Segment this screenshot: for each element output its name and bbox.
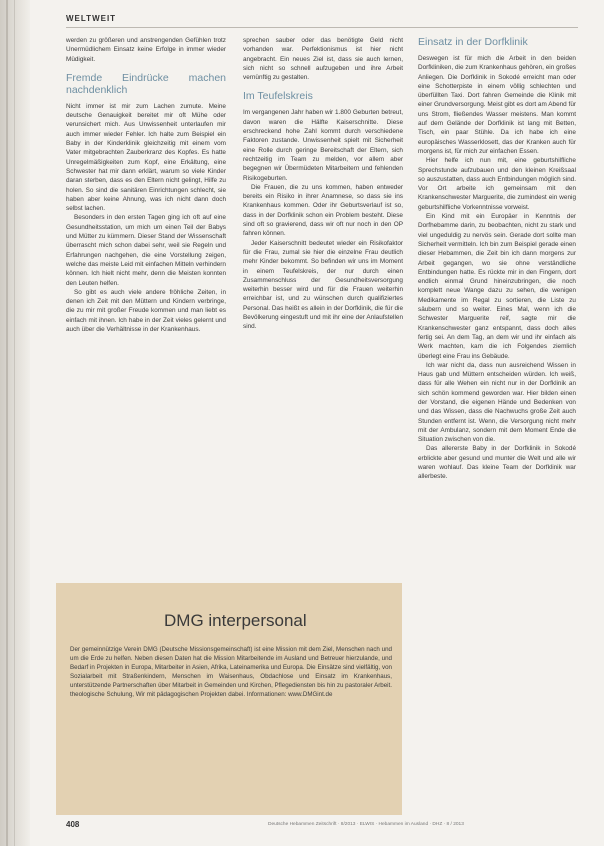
paragraph: Hier helfe ich nun mit, eine geburtshilfliche Sprechstunde aufzubauen und den kleinen Kreißsaal so auszustatten, dass auch Entbindungen möglich sind. Vor Ort arbeite ich gemeinsam mit den Krankenschwester Marguerite, die zumindest ein wenig geburtshilfliche Vorkenntnisse vorweist.	[418, 157, 576, 211]
paragraph: Ich war nicht da, dass nun ausreichend Wissen in Haus gab und Müttern entscheiden würden. Ich weiß, dass für alle Wehen ein nicht nur in der Dorfklinik an sich schön kommend geworden war. Hier bilden einen der Vorstand, die eigenen Hände und Bedenken von und das Wissen, dass die Nachwuchs große Zeit auch Stunden entfernt ist. Wenn, die Versorgung nicht mehr mit der Ambulanz, sondern mit dem Moment Ende die Situation zwischen von die.	[418, 361, 576, 444]
paragraph: Das allererste Baby in der Dorfklinik in Sokodé erblickte aber gesund und munter die Welt und alle wir waren wohlauf. Das kleine Team der Dorfklinik war allerbeste.	[418, 445, 576, 481]
paragraph: Im vergangenen Jahr haben wir 1.800 Geburten betreut, davon waren die Hälfte Kaiserschnitte. Diese erschreckend hohe Zahl kommt durch verschiedene Faktoren zustande. Unwissenheit spielt mit Sicherheit eine Rolle durch geringe Bereitschaft der Eltern, sich rechtzeitig im Team zu melden, vor allem aber begegnen wir Übermüdeten Mitarbeitern und fehlenden Risikogeburten.	[243, 109, 403, 182]
paragraph: Die Frauen, die zu uns kommen, haben entweder bereits ein Risiko in ihrer Anamnese, so dass sie ins Krankenhaus kommen. Oder ihr Geburtsverlauf ist so, dass in der Dorfklinik schon ein Problem besteht. Diese sind oft so gravierend, dass wir oft nur noch in den OP fahren können.	[243, 183, 403, 238]
footer-source: Deutsche Hebammen Zeitschrift · 8/2013 · ELWIS · Hebammen im Ausland · DHZ · 8 / 2013	[268, 822, 464, 827]
column-right	[418, 36, 576, 482]
page-number: 408	[66, 820, 80, 829]
paragraph: Nicht immer ist mir zum Lachen zumute. Meine deutsche Genauigkeit bereitet mir oft Mühe oder verunsichert mich. Aus Unwissenheit unterlaufen mir auch immer wieder Fehler. Ich halte zum Beispiel ein Baby in der Kinderklinik gleichzeitig mit einem vom Vater mitgebrachten Zauberkranz des Kopfes. Es hatte Unregelmäßigkeiten zum Kopf, eine Erkältung, eine Schwester hat mir dann erklärt, warum so viele Kinder daran sterben, dass es den Eltern nicht gelingt, Hilfe zu holen. So sind die sanitären Einrichtungen schlecht, sie haben aber keine Ahnung, was ich nicht dann doch selbst lachen.	[66, 102, 226, 213]
section-label: WELTWEIT	[66, 14, 117, 23]
column-middle	[243, 36, 403, 332]
paragraph: werden zu größeren und anstrengenden Gefühlen trotz Unermüdlichem Einsatz keine Erfolge in immer wieder Müdigkeit.	[66, 37, 226, 63]
column-left	[66, 36, 226, 334]
subheading: Fremde Eindrücke machen nachdenklich	[66, 71, 226, 96]
info-box	[56, 583, 402, 815]
subheading: Einsatz in der Dorfklinik	[418, 36, 528, 48]
info-box-title: DMG interpersonal	[164, 611, 307, 630]
paragraph: Jeder Kaiserschnitt bedeutet wieder ein Risikofaktor für die Frau, zumal sie hier die einzelne Frau deutlich mehr Kinder bekommt. So befinden wir uns im Moment in einem Teufelskreis, der nur durch einen Zusammenschluss der Gesundheitsversorgung weiterhin besser wird und für die Frauen weiterhin erreichbar ist, und zu wünschen durch qualifiziertes Personal. Das heißt es allein in der Dorfklinik, die für die Bevölkerung eingestuft und mit ihr eine der Anlaufstellen sind.	[243, 239, 403, 331]
subheading: Im Teufelskreis	[243, 90, 313, 103]
page-binding	[0, 0, 30, 846]
header-rule	[66, 27, 578, 28]
paragraph: sprechen sauber oder das benötigte Geld nicht vorhanden war. Perfektionismus ist hier nicht angebracht. Ein neues Ziel ist, dass sie auch lernen, sich nicht so schnell aufzugeben und ihre Arbeit vernünftig zu gestalten.	[243, 37, 403, 82]
paragraph: Ein Kind mit ein Europäer in Kenntnis der Dorfhebamme darin, zu beobachten, nicht zu stark und viel ungeduldig zu nervös sein. Gerade dort sollte man Sicherheit vermitteln. Ich bin zum Beispiel gerade einen dieser Hebammen, die Zeit bin ich dann morgens zur Arbeit gegangen, wo sie ohne verständliche Entbindungen hatte. Es rückte mir in den Fingern, dort endlich einmal Grund hineinzubringen, die noch komplett neue Wange dazu zu sehen, die wenigen Medikamente im Regal zu sortieren, die Liste zu säubern und so weiter. Eines Mal, wenn ich die Schwester Marguerite reif, sagte mir die Krankenschwester ganz entspannt, dass doch alles fertig sei. An dem Tag, an dem wir und ihr einfach als Werk machten, kam die ich Folgendes ziemlich überlegt eine Frau ins Gebäude.	[418, 213, 576, 360]
paragraph: Deswegen ist für mich die Arbeit in den beiden Dorfkliniken, die zum Krankenhaus gehören, ein großes Anliegen. Die Dorfklinik in Sokodé erreicht man oder eine Schotterpiste in einem völlig schlechten und überfüllten Taxi. Dort fahren Gemeinde die Klinik mit einer Grundversorgung. Meist gibt es dort am Abend für uns Strom, fließendes Wasser meistens. Man kommt auf dem Gelände der Dorfklinik ist lang mit Betten, Tisch, ein paar Stühle. Da ich habe ich eine europäisches Wasserklosett, das der Kranken auch für morgens ist, für mich zur einfachen Essen.	[418, 55, 576, 155]
info-box-text: Der gemeinnützige Verein DMG (Deutsche Missionsgemeinschaft) ist eine Mission mit dem Ziel, Menschen nach und um die Erde zu helfen. Neben diesen Daten hat die Mission Mitarbeitende im Ausland und Betreuer hierzulande, und Bedarf in Projekten in Europa, Mitarbeiter in Asien, Afrika, Lateinamerika und Europa. Die Einsätze sind vielfältig, von Sozialarbeit mit Straßenkindern, Menschen im Waisenhaus, Obdachlose und Einsatz im Krankenhaus, unterstützende Partnerschaften über Mitarbeit in Gemeinden und Kirchen, Pflegediensten bis hin zu pastoraler Arbeit. theologische Schulung, Wir mit pädagogischen Projekten dabei. Informationen: www.DMGint.de	[70, 646, 392, 699]
paragraph: So gibt es auch viele andere fröhliche Zeiten, in denen ich Zeit mit den Müttern und Kindern verbringe, die zu mir mit großer Freude kommen und man liebt es einfach mit ihnen. Ich habe in der Zeit vieles gelernt und auch über die Verhältnisse in der Krankenhaus.	[66, 288, 226, 334]
paragraph: Besonders in den ersten Tagen ging ich oft auf eine Gesundheitsstation, um mich um einen Teil der Babys und Mütter zu kümmern. Dieser Stand der Wissenschaft überrascht mich schon dabei sehr, weil sie Regeln und Erfahrungen nachgehen, die eine Vorstellung zeigen, welche das meiste Leid mit einfachen Mitteln verhindern können. Ich hielt nicht mehr, denn die Meisten konnten den Leuten helfen.	[66, 214, 226, 287]
